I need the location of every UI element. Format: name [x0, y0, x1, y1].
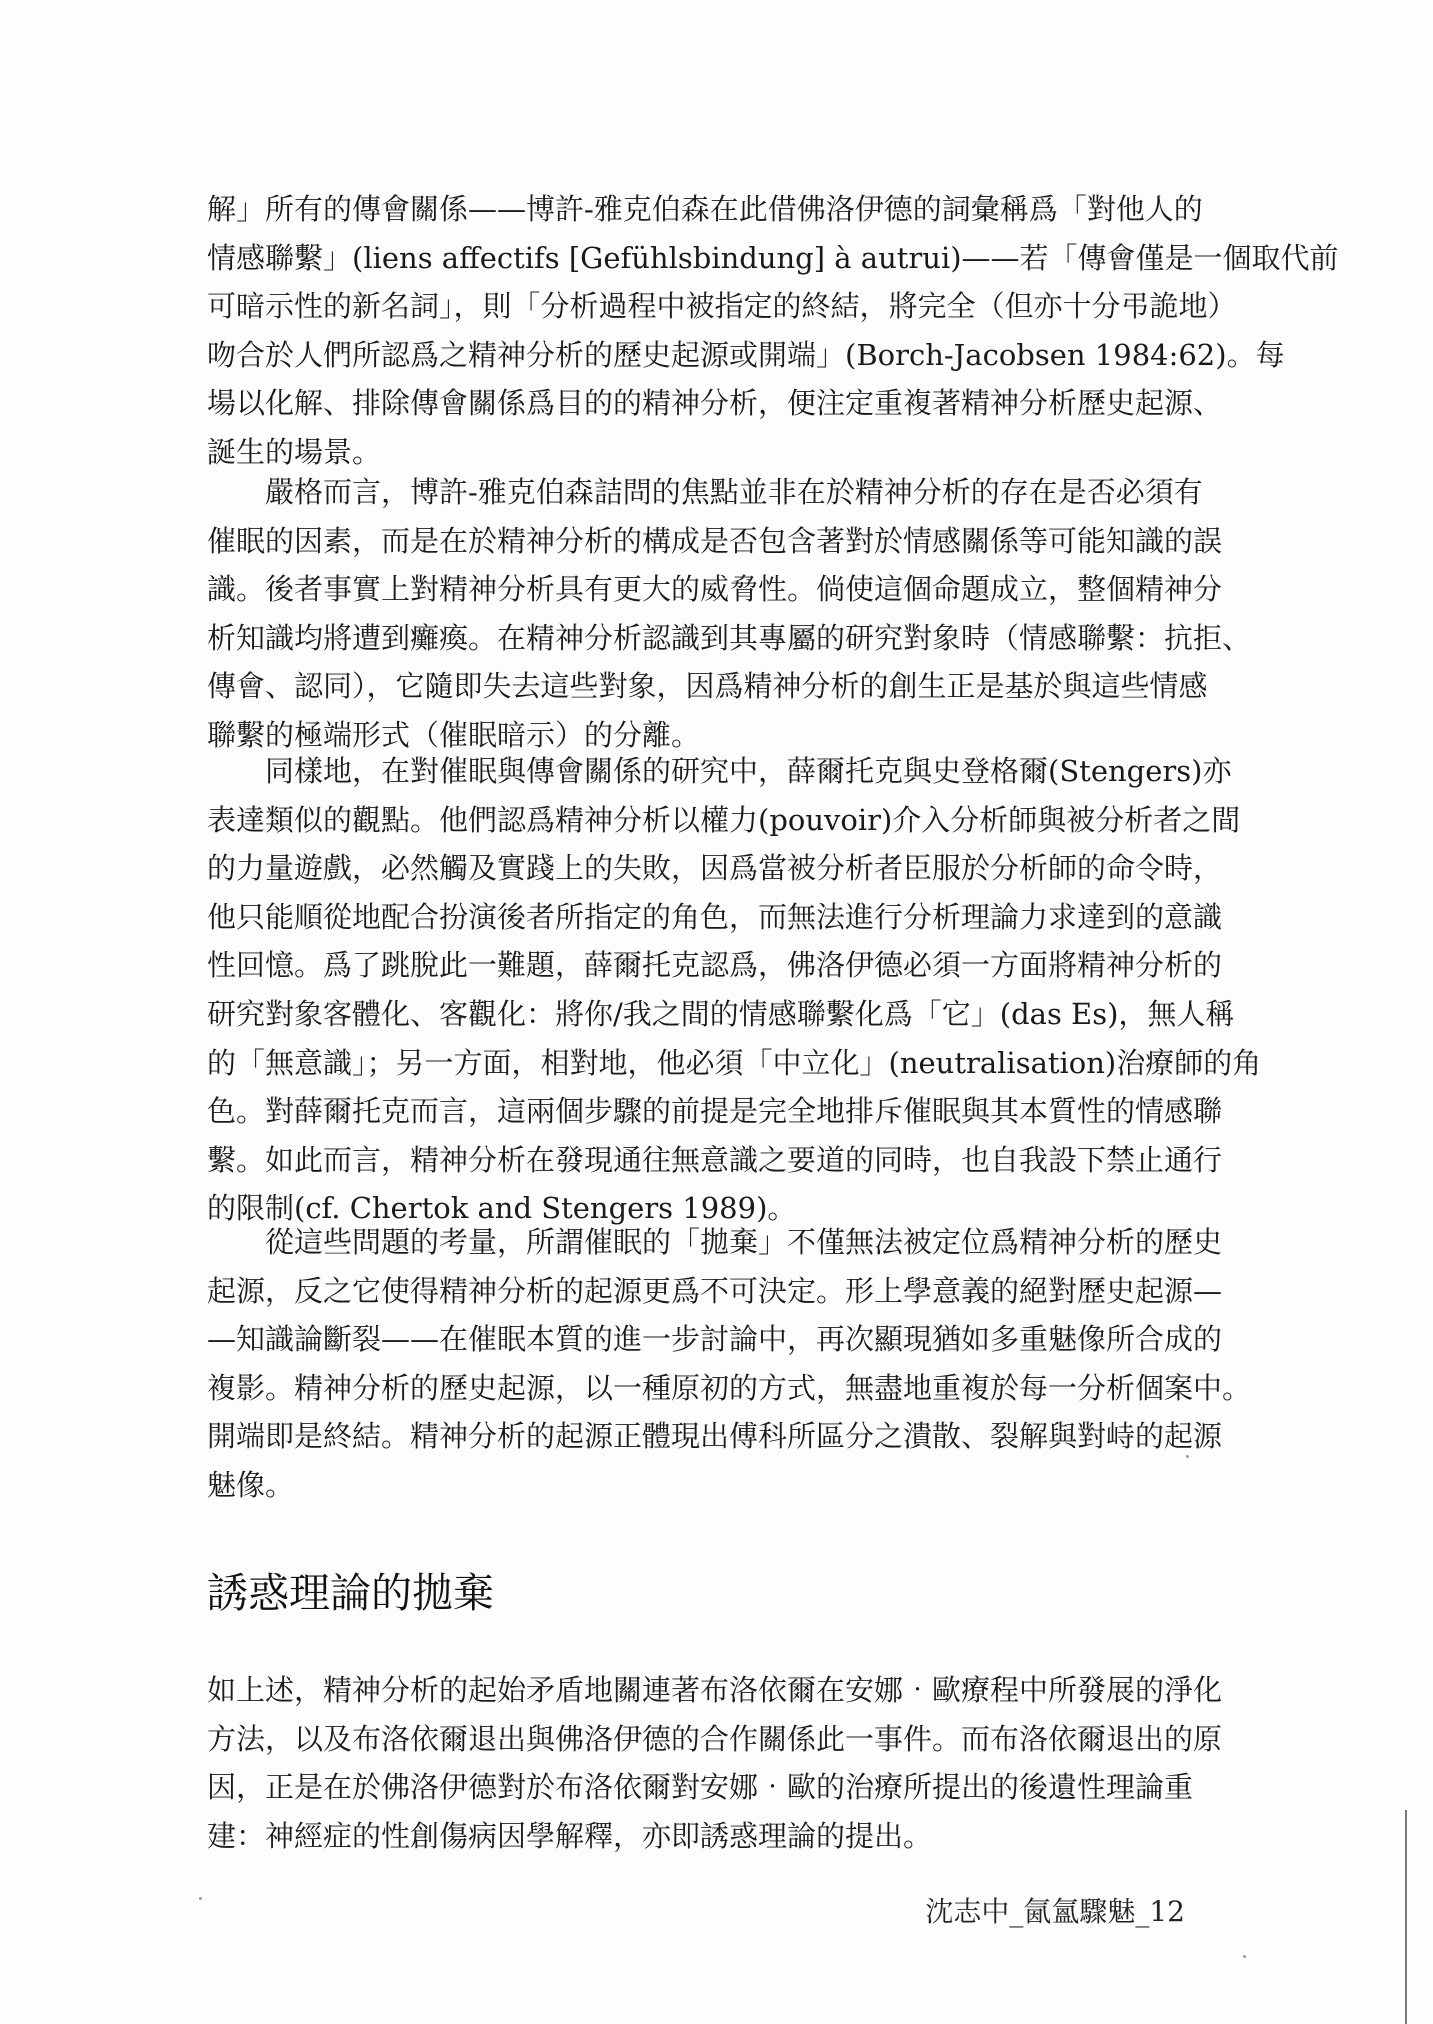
text-line: 傳會、認同），它隨即失去這些對象，因爲精神分析的創生正是基於與這些情感	[207, 669, 1208, 704]
paragraph-2	[207, 468, 1252, 760]
text-line: 催眠的因素，而是在於精神分析的構成是否包含著對於情感關係等可能知識的誤	[207, 523, 1223, 558]
text-line: 如上述，精神分析的起始矛盾地關連著布洛依爾在安娜‧歐療程中所發展的淨化	[207, 1673, 1223, 1707]
text-line: 建：神經症的性創傷病因學解釋，亦即誘惑理論的提出。	[207, 1818, 933, 1853]
text-line: 情感聯繫」(liens affectifs [Gefühlsbindung] à autrui)——若「傳會僅是一個取代前	[207, 240, 1339, 275]
scan-binding-edge	[1405, 1810, 1407, 2024]
scan-speck	[1243, 1955, 1246, 1958]
text-line: 可暗示性的新名詞」，則「分析過程中被指定的終結，將完全（但亦十分弔詭地）	[207, 289, 1237, 324]
text-line: 的「無意識」；另一方面，相對地，他必須「中立化」(neutralisation)治療師的角	[207, 1045, 1262, 1080]
section-paragraph	[207, 1666, 1223, 1860]
paragraph-4	[207, 1218, 1252, 1510]
text-line: 研究對象客體化、客觀化：將你/我之間的情感聯繫化爲「它」(das Es)，無人稱	[207, 996, 1235, 1031]
text-line: 誕生的場景。	[207, 434, 382, 469]
text-line: 吻合於人們所認爲之精神分析的歷史起源或開端」(Borch-Jacobsen 1984:62)。每	[207, 337, 1285, 372]
text-line: 他只能順從地配合扮演後者所指定的角色，而無法進行分析理論力求達到的意識	[207, 899, 1223, 934]
text-line: 同樣地，在對催眠與傳會關係的研究中，薛爾托克與史登格爾(Stengers)亦	[207, 754, 1232, 788]
text-line: 析知識均將遭到癱瘓。在精神分析認識到其專屬的研究對象時（情感聯繫：抗拒、	[207, 620, 1252, 655]
text-line: 繫。如此而言，精神分析在發現通往無意識之要道的同時，也自我設下禁止通行	[207, 1142, 1223, 1177]
text-line: 複影。精神分析的歷史起源，以一種原初的方式，無盡地重複於每一分析個案中。	[207, 1370, 1252, 1405]
text-line: 的限制(cf. Chertok and Stengers 1989)。	[207, 1191, 797, 1226]
section-heading: 誘惑理論的拋棄	[207, 1569, 494, 1617]
text-line: 從這些問題的考量，所謂催眠的「拋棄」不僅無法被定位爲精神分析的歷史	[207, 1225, 1223, 1259]
text-line: 方法，以及布洛依爾退出與佛洛伊德的合作關係此一事件。而布洛依爾退出的原	[207, 1721, 1223, 1756]
text-line: 開端即是終結。精神分析的起源正體現出傅科所區分之潰散、裂解與對峙的起源	[207, 1419, 1223, 1454]
text-line: 色。對薛爾托克而言，這兩個步驟的前提是完全地排斥催眠與其本質性的情感聯	[207, 1094, 1223, 1129]
text-line: 表達類似的觀點。他們認爲精神分析以權力(pouvoir)介入分析師與被分析者之間	[207, 802, 1241, 837]
text-line: 魅像。	[207, 1467, 295, 1502]
scan-speck	[199, 1897, 202, 1900]
text-line: 聯繫的極端形式（催眠暗示）的分離。	[207, 717, 701, 752]
scan-speck	[1186, 1455, 1189, 1458]
text-line: 解」所有的傳會關係——博許-雅克伯森在此借佛洛伊德的詞彙稱爲「對他人的	[207, 192, 1203, 226]
paragraph-3	[207, 747, 1262, 1233]
text-line: 起源，反之它使得精神分析的起源更爲不可決定。形上學意義的絕對歷史起源—	[207, 1273, 1223, 1308]
text-line: 嚴格而言，博許-雅克伯森詰問的焦點並非在於精神分析的存在是否必須有	[207, 475, 1203, 509]
text-line: 因，正是在於佛洛伊德對於布洛依爾對安娜‧歐的治療所提出的後遺性理論重	[207, 1770, 1194, 1805]
text-line: 識。後者事實上對精神分析具有更大的威脅性。倘使這個命題成立，整個精神分	[207, 572, 1223, 607]
page-footer: 沈志中_氤氳驟魅_12	[925, 1895, 1185, 1928]
paragraph-1	[207, 185, 1339, 477]
text-line: 性回憶。爲了跳脫此一難題，薛爾托克認爲，佛洛伊德必須一方面將精神分析的	[207, 948, 1223, 983]
text-line: 場以化解、排除傳會關係爲目的的精神分析，便注定重複著精神分析歷史起源、	[207, 386, 1223, 421]
text-line: —知識論斷裂——在催眠本質的進一步討論中，再次顯現猶如多重魅像所合成的	[207, 1322, 1223, 1357]
text-line: 的力量遊戲，必然觸及實踐上的失敗，因爲當被分析者臣服於分析師的命令時，	[207, 851, 1223, 886]
